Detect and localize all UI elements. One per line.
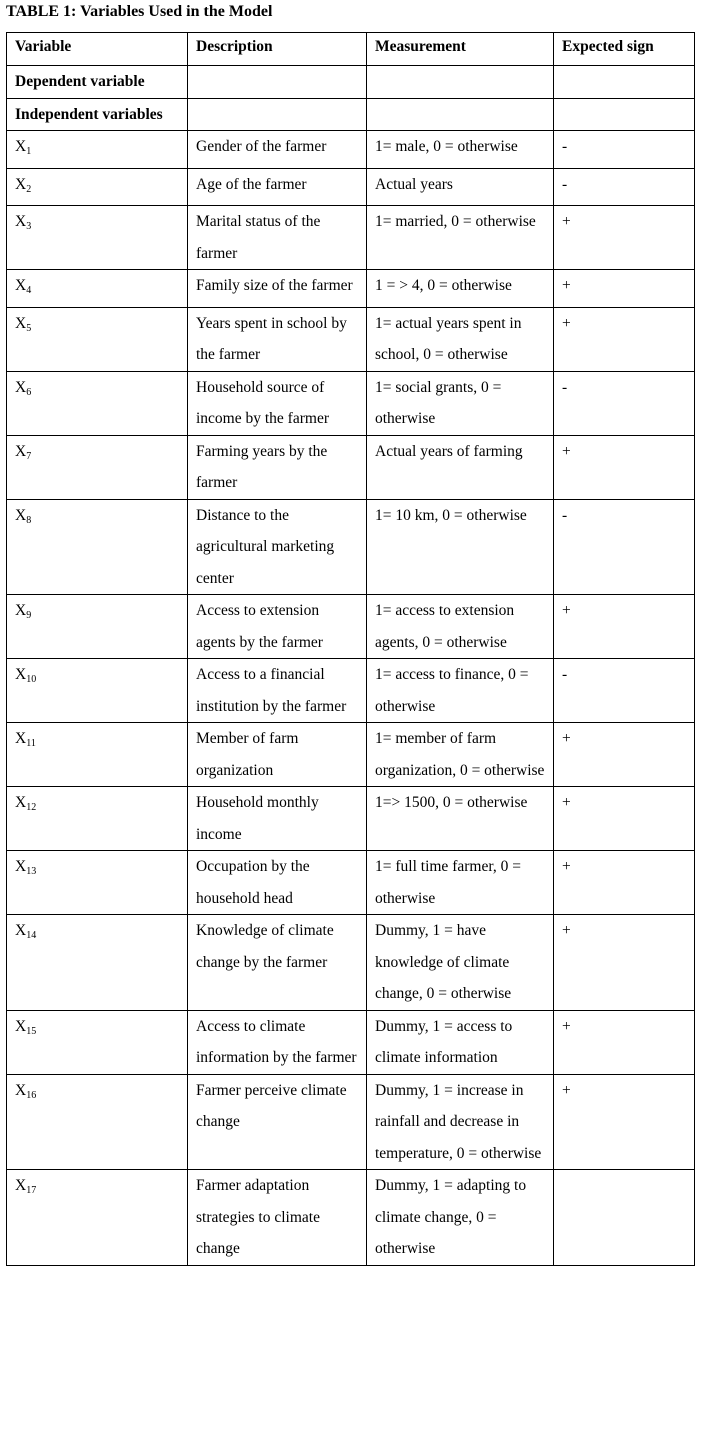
variable-symbol: X xyxy=(15,666,27,683)
expected-sign-cell: + xyxy=(554,1010,695,1074)
table-row xyxy=(7,1170,695,1266)
description-cell: Household source of income by the farmer xyxy=(188,371,367,435)
empty-cell xyxy=(188,66,367,99)
variable-subscript: 9 xyxy=(26,610,32,621)
empty-cell xyxy=(554,98,695,131)
variable-subscript: 12 xyxy=(26,802,37,813)
measurement-cell: 1= access to extension agents, 0 = otherwise xyxy=(367,595,554,659)
variable-cell xyxy=(7,206,188,270)
variable-symbol: X xyxy=(15,794,27,811)
header-row xyxy=(7,33,695,66)
variable-symbol: X xyxy=(15,175,27,193)
variable-cell xyxy=(7,787,188,851)
expected-sign-cell: + xyxy=(554,787,695,851)
variable-symbol: X xyxy=(15,213,27,230)
measurement-cell: Dummy, 1 = access to climate information xyxy=(367,1010,554,1074)
variable-cell xyxy=(7,270,188,308)
description-cell: Distance to the agricultural marketing center xyxy=(188,499,367,595)
variable-subscript: 13 xyxy=(26,866,37,877)
table-row xyxy=(7,851,695,915)
variable-symbol: X xyxy=(15,858,27,875)
table-title: TABLE 1: Variables Used in the Model xyxy=(6,3,273,20)
variable-cell xyxy=(7,435,188,499)
expected-sign-cell: + xyxy=(554,206,695,270)
description-cell: Household monthly income xyxy=(188,787,367,851)
variable-cell xyxy=(7,499,188,595)
expected-sign-cell xyxy=(554,1170,695,1266)
variable-symbol: X xyxy=(15,277,27,294)
variable-cell xyxy=(7,131,188,169)
table-row xyxy=(7,435,695,499)
empty-cell xyxy=(188,98,367,131)
table-row xyxy=(7,371,695,435)
table-row xyxy=(7,270,695,308)
description-cell: Access to extension agents by the farmer xyxy=(188,595,367,659)
variable-subscript: 14 xyxy=(26,930,37,941)
expected-sign-cell: + xyxy=(554,270,695,308)
table-row xyxy=(7,131,695,169)
table-row xyxy=(7,1074,695,1170)
description-cell: Occupation by the household head xyxy=(188,851,367,915)
description-cell: Marital status of the farmer xyxy=(188,206,367,270)
variable-symbol: X xyxy=(15,922,27,939)
expected-sign-cell: + xyxy=(554,851,695,915)
variable-subscript: 16 xyxy=(26,1089,37,1101)
description-cell: Access to climate information by the farmer xyxy=(188,1010,367,1074)
description-cell: Age of the farmer xyxy=(188,168,367,206)
variable-symbol: X xyxy=(15,602,27,619)
variable-symbol: X xyxy=(15,378,27,396)
measurement-cell: 1= member of farm organization, 0 = otherwise xyxy=(367,723,554,787)
measurement-cell: Actual years of farming xyxy=(367,435,554,499)
table-row xyxy=(7,206,695,270)
measurement-cell: 1= married, 0 = otherwise xyxy=(367,206,554,270)
variable-symbol: X xyxy=(15,442,27,460)
variable-cell xyxy=(7,371,188,435)
variable-cell xyxy=(7,595,188,659)
variable-cell xyxy=(7,915,188,1011)
table-row xyxy=(7,499,695,595)
section-label-dependent: Dependent variable xyxy=(7,66,188,99)
variable-subscript: 2 xyxy=(26,183,32,195)
measurement-cell: 1= male, 0 = otherwise xyxy=(367,131,554,169)
variable-cell xyxy=(7,168,188,206)
variable-cell xyxy=(7,1010,188,1074)
expected-sign-cell: - xyxy=(554,499,695,595)
variable-symbol: X xyxy=(15,506,27,524)
expected-sign-cell: + xyxy=(554,723,695,787)
table-row xyxy=(7,168,695,206)
column-header-measurement: Measurement xyxy=(367,33,554,66)
table-row xyxy=(7,307,695,371)
measurement-cell: 1= 10 km, 0 = otherwise xyxy=(367,499,554,595)
variable-subscript: 3 xyxy=(26,221,32,232)
table-row xyxy=(7,787,695,851)
variable-cell xyxy=(7,1074,188,1170)
variable-subscript: 11 xyxy=(26,738,36,749)
description-cell: Farming years by the farmer xyxy=(188,435,367,499)
empty-cell xyxy=(367,66,554,99)
variable-symbol: X xyxy=(15,138,27,155)
expected-sign-cell: - xyxy=(554,131,695,169)
variable-symbol: X xyxy=(15,1177,27,1194)
measurement-cell: 1= social grants, 0 = otherwise xyxy=(367,371,554,435)
expected-sign-cell: - xyxy=(554,371,695,435)
description-cell: Gender of the farmer xyxy=(188,131,367,169)
column-header-variable: Variable xyxy=(7,33,188,66)
measurement-cell: Dummy, 1 = adapting to climate change, 0 = otherwise xyxy=(367,1170,554,1266)
variable-cell xyxy=(7,1170,188,1266)
variable-symbol: X xyxy=(15,314,27,332)
table-row xyxy=(7,723,695,787)
description-cell: Knowledge of climate change by the farmer xyxy=(188,915,367,1011)
variable-cell xyxy=(7,659,188,723)
variable-subscript: 6 xyxy=(26,386,32,398)
section-row-dependent xyxy=(7,66,695,99)
expected-sign-cell: + xyxy=(554,307,695,371)
variable-symbol: X xyxy=(15,1017,27,1035)
variable-symbol: X xyxy=(15,1081,27,1099)
variable-subscript: 10 xyxy=(26,674,37,685)
variable-symbol: X xyxy=(15,730,27,747)
expected-sign-cell: - xyxy=(554,659,695,723)
variable-subscript: 1 xyxy=(26,146,32,157)
expected-sign-cell: + xyxy=(554,595,695,659)
table-row xyxy=(7,1010,695,1074)
measurement-cell: 1 = > 4, 0 = otherwise xyxy=(367,270,554,308)
description-cell: Access to a financial institution by the farmer xyxy=(188,659,367,723)
expected-sign-cell: - xyxy=(554,168,695,206)
description-cell: Farmer adaptation strategies to climate change xyxy=(188,1170,367,1266)
expected-sign-cell: + xyxy=(554,1074,695,1170)
variables-table xyxy=(6,32,695,1266)
measurement-cell: 1=> 1500, 0 = otherwise xyxy=(367,787,554,851)
table-row xyxy=(7,915,695,1011)
table-body xyxy=(7,66,695,1266)
description-cell: Farmer perceive climate change xyxy=(188,1074,367,1170)
variable-cell xyxy=(7,307,188,371)
measurement-cell: Dummy, 1 = increase in rainfall and decrease in temperature, 0 = otherwise xyxy=(367,1074,554,1170)
variable-cell xyxy=(7,723,188,787)
description-cell: Member of farm organization xyxy=(188,723,367,787)
variable-subscript: 7 xyxy=(26,450,32,462)
measurement-cell: Dummy, 1 = have knowledge of climate change, 0 = otherwise xyxy=(367,915,554,1011)
column-header-description: Description xyxy=(188,33,367,66)
empty-cell xyxy=(554,66,695,99)
measurement-cell: 1= access to finance, 0 = otherwise xyxy=(367,659,554,723)
expected-sign-cell: + xyxy=(554,435,695,499)
section-row-independent xyxy=(7,98,695,131)
variable-cell xyxy=(7,851,188,915)
empty-cell xyxy=(367,98,554,131)
measurement-cell: 1= actual years spent in school, 0 = otherwise xyxy=(367,307,554,371)
measurement-cell: 1= full time farmer, 0 = otherwise xyxy=(367,851,554,915)
section-label-independent: Independent variables xyxy=(7,98,188,131)
variable-subscript: 5 xyxy=(26,322,32,334)
variable-subscript: 4 xyxy=(26,285,32,296)
expected-sign-cell: + xyxy=(554,915,695,1011)
variable-subscript: 17 xyxy=(26,1185,37,1196)
table-row xyxy=(7,595,695,659)
measurement-cell: Actual years xyxy=(367,168,554,206)
column-header-expected-sign: Expected sign xyxy=(554,33,695,66)
description-cell: Family size of the farmer xyxy=(188,270,367,308)
variable-subscript: 15 xyxy=(26,1025,37,1037)
variable-subscript: 8 xyxy=(26,514,32,526)
description-cell: Years spent in school by the farmer xyxy=(188,307,367,371)
table-row xyxy=(7,659,695,723)
